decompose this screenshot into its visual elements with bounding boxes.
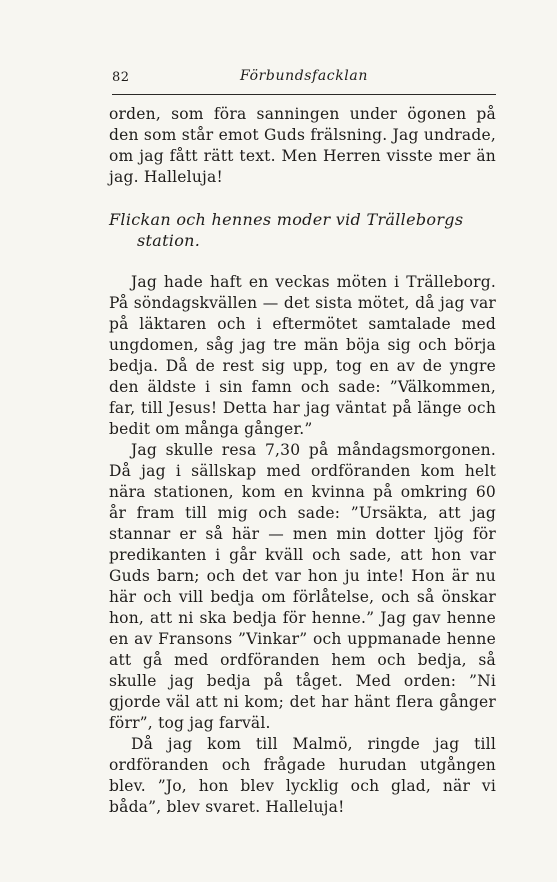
running-title: Förbundsfacklan [240, 68, 368, 84]
paragraph-2: Jag hade haft en veckas möten i Trälleborg. På söndagskvällen — det sista mötet, då jag var på läktaren och i eftermötet samtalade med ungdomen, såg jag tre män böja sig och börja bedja. Då de rest sig upp, tog en av de yngre den äldste i sin famn och sade: ”Välkommen, far, till Jesus! Detta har jag väntat på länge och bedit om många gånger.” [109, 273, 496, 438]
page-body [109, 104, 496, 818]
page-number: 82 [112, 70, 130, 85]
paragraph-3: Jag skulle resa 7,30 på måndagsmorgonen. Då jag i sällskap med ordföranden kom helt nära stationen, kom en kvinna på omkring 60 år fram till mig och sade: ”Ursäkta, att jag stannar er så här — men min dotter ljög för predikanten i går kväll och sade, att hon var Guds barn; och det var hon ju inte! Hon är nu här och vill bedja om förlåtelse, och så önskar hon, att ni ska bedja för henne.” Jag gav henne en av Fransons ”Vinkar” och uppmanade henne att gå med ordföranden hem och bedja, så skulle jag bedja på tåget. Med orden: ”Ni gjorde väl att ni kom; det har hänt flera gånger förr”, tog jag farväl. [109, 441, 496, 732]
paragraph-1: orden, som föra sanningen under ögonen på den som står emot Guds frälsning. Jag undrade, om jag fått rätt text. Men Herren visste mer än jag. Halleluja! [109, 105, 496, 186]
paragraph-4: Då jag kom till Malmö, ringde jag till ordföranden och frågade hurudan utgången blev. ”Jo, hon blev lycklig och glad, när vi båda”, blev svaret. Halleluja! [109, 735, 496, 816]
section-heading: Flickan och hennes moder vid Trälleborgs station. [109, 210, 464, 250]
page-header [112, 64, 496, 95]
